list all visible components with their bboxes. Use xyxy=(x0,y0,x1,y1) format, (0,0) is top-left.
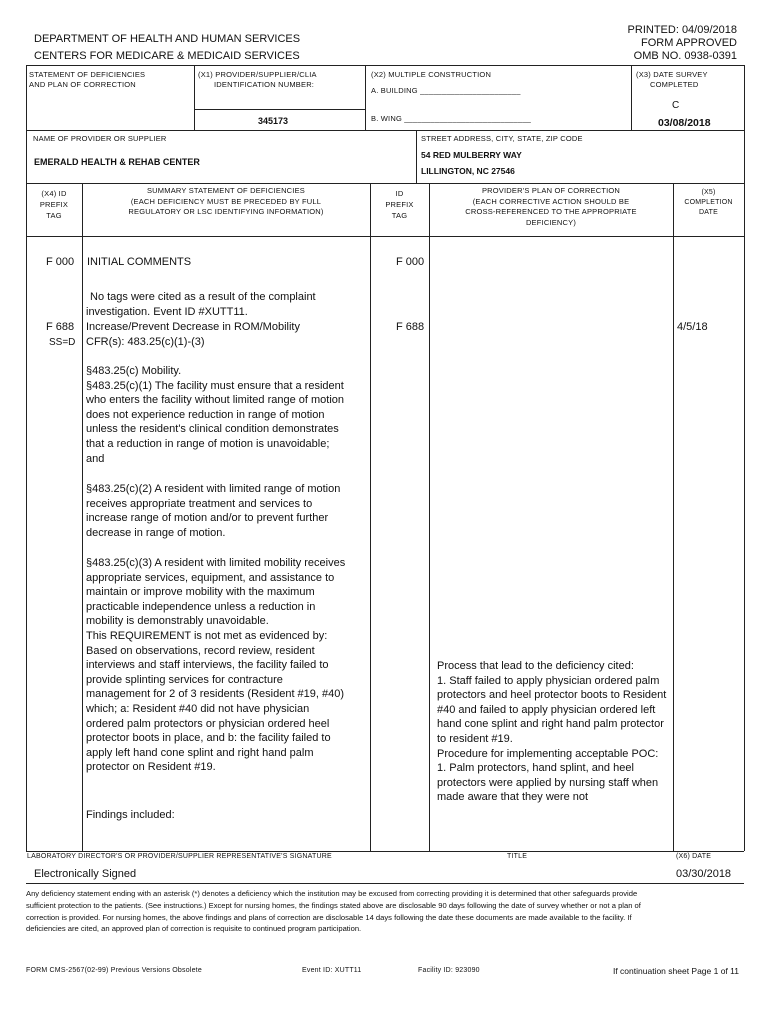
provider-name-label: NAME OF PROVIDER OR SUPPLIER xyxy=(33,134,167,143)
x6-date-label: (X6) DATE xyxy=(676,853,712,860)
rule xyxy=(26,183,744,184)
event-id: Event ID: XUTT11 xyxy=(302,967,362,974)
x2-label: (X2) MULTIPLE CONSTRUCTION xyxy=(371,70,492,79)
statement-label: STATEMENT OF DEFICIENCIES xyxy=(29,70,146,79)
x5-header: (X5) COMPLETION DATE xyxy=(684,189,733,216)
x3-label: (X3) DATE SURVEY xyxy=(636,70,708,79)
x4-header: (X4) ID PREFIX TAG xyxy=(39,189,69,220)
rule xyxy=(82,183,83,851)
tag-prefix: F 000 xyxy=(46,256,75,268)
address-label: STREET ADDRESS, CITY, STATE, ZIP CODE xyxy=(421,134,583,143)
plan-header: PROVIDER'S PLAN OF CORRECTION (EACH CORRECTIVE ACTION SHOULD BE CROSS-REFERENCED TO THE APPROPRIATE DEFICIENCY) xyxy=(465,186,637,227)
rule xyxy=(631,65,632,130)
signature-label: LABORATORY DIRECTOR'S OR PROVIDER/SUPPLIER REPRESENTATIVE'S SIGNATURE xyxy=(27,853,332,860)
form-approved: FORM APPROVED xyxy=(641,37,737,49)
facility-id: Facility ID: 923090 xyxy=(418,967,480,974)
disclosure-notice: Any deficiency statement ending with an asterisk (*) denotes a deficiency which the institution may be excused from correcting providing it is determined that other safeguards provide sufficient protection to the patients. (See instructions.) Except for nursing homes, the findings stated above are disclosable 90 days following the date of survey whether or not a plan of correction is provided. For nursing homes, the above findings and plans of correction are disclosable 14 days following the date these documents are made available to the facility. If deficiencies are cited, an approved plan of correction is requisite to continued program participation. xyxy=(26,889,641,934)
rule xyxy=(744,183,745,851)
findings-label: Findings included: xyxy=(86,809,175,821)
provider-id: 345173 xyxy=(258,116,289,126)
tag-cfr: CFR(s): 483.25(c)(1)-(3) xyxy=(86,336,205,348)
x1-label: IDENTIFICATION NUMBER: xyxy=(214,80,315,89)
building-label: A. BUILDING _______________________ xyxy=(371,86,521,95)
signature-value: Electronically Signed xyxy=(34,868,137,880)
agency-title: CENTERS FOR MEDICARE & MEDICAID SERVICES xyxy=(34,50,300,62)
regulation-paragraph: §483.25(c) Mobility. §483.25(c)(1) The facility must ensure that a resident who enters the facility without limited range of motion does not experience reduction in range of motion unless the resident's clinical condition demonstrates that a reduction in range of motion is unavoidable; and xyxy=(86,365,345,465)
rule xyxy=(26,130,744,131)
id-header: ID PREFIX TAG xyxy=(385,189,414,220)
regulation-paragraph: §483.25(c)(2) A resident with limited range of motion receives appropriate treatment and services to increase range of motion and/or to prevent further decrease in range of motion. xyxy=(86,483,341,539)
survey-date: 03/08/2018 xyxy=(658,117,711,129)
rule xyxy=(365,65,366,130)
rule xyxy=(26,65,27,183)
wing-label: B. WING _____________________________ xyxy=(371,114,532,123)
x3-label: COMPLETED xyxy=(650,80,699,89)
rule xyxy=(194,65,195,130)
id-prefix: F 000 xyxy=(396,256,425,268)
tag-title: INITIAL COMMENTS xyxy=(87,256,192,268)
plan-of-correction-text: Process that lead to the deficiency cited: 1. Staff failed to apply physician ordered palm protectors and heel protector boots to Resident #40 and failed to apply physician ordered left hand cone splint and right hand palm protector to resident #19. Procedure for implementing acceptable POC: 1. Palm protectors, hand splint, and heel protectors were applied by nursing staff when made aware that they were not xyxy=(437,660,667,804)
street-address: 54 RED MULBERRY WAY xyxy=(421,150,522,160)
rule xyxy=(26,65,744,66)
tag-title: Increase/Prevent Decrease in ROM/Mobility xyxy=(86,321,300,333)
rule xyxy=(370,183,371,851)
rule xyxy=(26,851,744,852)
rule xyxy=(26,883,744,884)
scope-severity: SS=D xyxy=(49,337,76,348)
rule xyxy=(26,183,27,851)
tag-prefix: F 688 xyxy=(46,321,75,333)
completion-date: 4/5/18 xyxy=(677,321,708,333)
department-title: DEPARTMENT OF HEALTH AND HUMAN SERVICES xyxy=(34,33,301,45)
initial-comments-text: No tags were cited as a result of the complaint investigation. Event ID #XUTT11. xyxy=(86,291,316,318)
statement-label: AND PLAN OF CORRECTION xyxy=(29,80,136,89)
rule xyxy=(416,130,417,183)
city-state-zip: LILLINGTON, NC 27546 xyxy=(421,166,515,176)
rule xyxy=(194,109,365,110)
survey-code: C xyxy=(672,100,680,111)
omb-number: OMB NO. 0938-0391 xyxy=(633,50,737,62)
rule xyxy=(673,183,674,851)
title-label: TITLE xyxy=(507,853,528,860)
rule xyxy=(26,236,744,237)
id-prefix: F 688 xyxy=(396,321,425,333)
rule xyxy=(429,183,430,851)
summary-header: SUMMARY STATEMENT OF DEFICIENCIES (EACH DEFICIENCY MUST BE PRECEDED BY FULL REGULATORY OR LSC IDENTIFYING INFORMATION) xyxy=(128,186,324,216)
page-indicator: If continuation sheet Page 1 of 11 xyxy=(612,966,739,976)
regulation-paragraph: §483.25(c)(3) A resident with limited mobility receives appropriate services, equipment, and assistance to maintain or improve mobility with the maximum practicable independence unless a reduction in mobility is demonstrably unavoidable. This REQUIREMENT is not met as evidenced by: Based on observations, record review, resident interviews and staff interviews, the facility failed to provide splinting services for contracture management for 2 of 3 residents (Resident #19, #40) which; a: Resident #40 did not have physician ordered palm protectors or physician ordered heel protector boots in place, and b: the facility failed to apply left hand cone splint and right hand palm protector on Resident #19. xyxy=(86,557,346,774)
provider-name: EMERALD HEALTH & REHAB CENTER xyxy=(34,157,200,167)
form-number: FORM CMS-2567(02-99) Previous Versions Obsolete xyxy=(26,967,202,974)
printed-date: PRINTED: 04/09/2018 xyxy=(627,24,737,36)
x1-label: (X1) PROVIDER/SUPPLIER/CLIA xyxy=(198,70,317,79)
signature-date: 03/30/2018 xyxy=(676,868,732,880)
rule xyxy=(744,65,745,183)
